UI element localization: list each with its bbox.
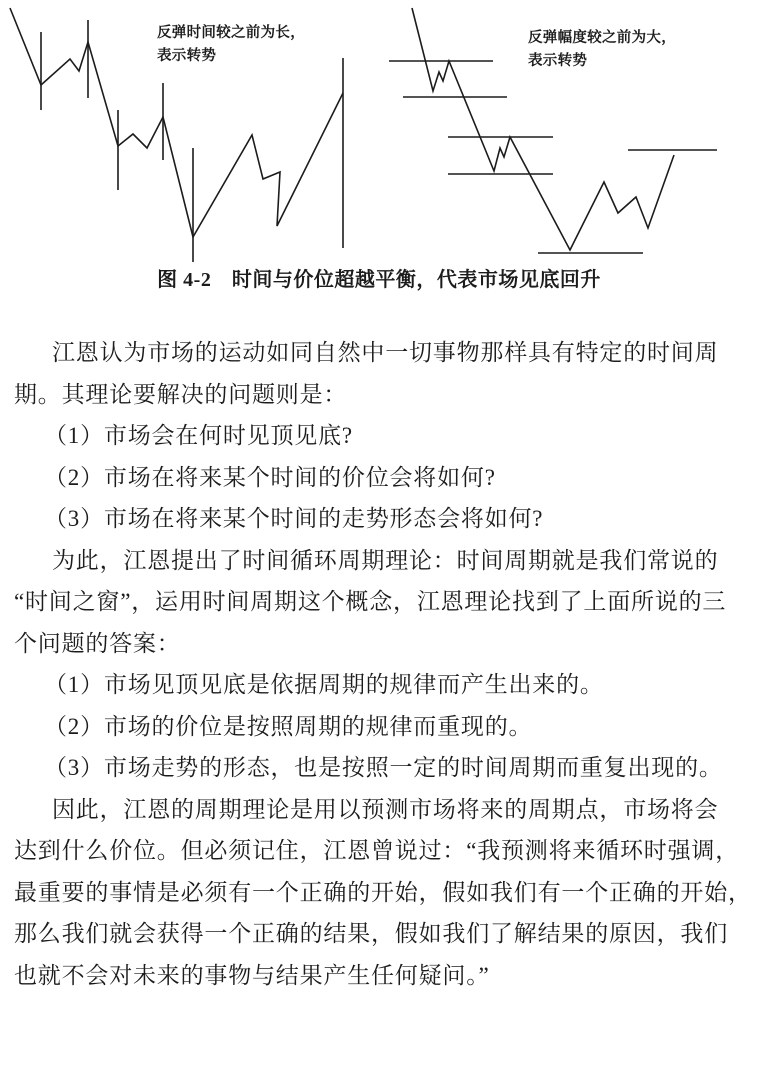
annotation-text: 表示转势 [528, 53, 588, 69]
text-line: 最重要的事情是必须有一个正确的开始，假如我们有一个正确的开始， [14, 879, 752, 905]
text-line: （3）市场走势的形态，也是按照一定的时间周期而重复出现的。 [44, 755, 723, 780]
text-line: 期。其理论要解决的问题则是： [14, 381, 348, 407]
text-line: 为此，江恩提出了时间循环周期理论：时间周期就是我们常说的 [52, 547, 719, 573]
text-line: 那么我们就会获得一个正确的结果，假如我们了解结果的原因，我们 [14, 921, 728, 946]
text-line: （2）市场的价位是按照周期的规律而重现的。 [44, 713, 533, 739]
annotation-text: 反弹时间较之前为长， [157, 25, 305, 41]
text-line: （3）市场在将来某个时间的走势形态会将如何? [44, 506, 544, 531]
text-line: （1）市场会在何时见顶见底? [44, 423, 353, 448]
text-line: “时间之窗”，运用时间周期这个概念，江恩理论找到了上面所说的三 [14, 589, 727, 614]
body-text [0, 302, 758, 996]
text-line: （2）市场在将来某个时间的价位会将如何? [44, 464, 496, 490]
annotation-text: 表示转势 [157, 48, 217, 64]
text-line: 个问题的答案： [14, 630, 181, 656]
figure-caption: 图 4-2 时间与价位超越平衡，代表市场见底回升 [157, 269, 601, 291]
text-line: 因此，江恩的周期理论是用以预测市场将来的周期点，市场将会 [52, 796, 719, 822]
text-line: 达到什么价位。但必须记住，江恩曾说过：“我预测将来循环时强调， [14, 838, 740, 863]
annotation-text: 反弹幅度较之前为大， [528, 30, 676, 46]
left-chart-annotation [157, 22, 305, 68]
figure-4-2 [0, 0, 758, 302]
text-line: 江恩认为市场的运动如同自然中一切事物那样具有特定的时间周 [52, 340, 719, 365]
right-chart-annotation [528, 27, 676, 73]
text-line: （1）市场见顶见底是依据周期的规律而产生出来的。 [44, 672, 604, 697]
text-line: 也就不会对未来的事物与结果产生任何疑问。” [14, 962, 490, 988]
